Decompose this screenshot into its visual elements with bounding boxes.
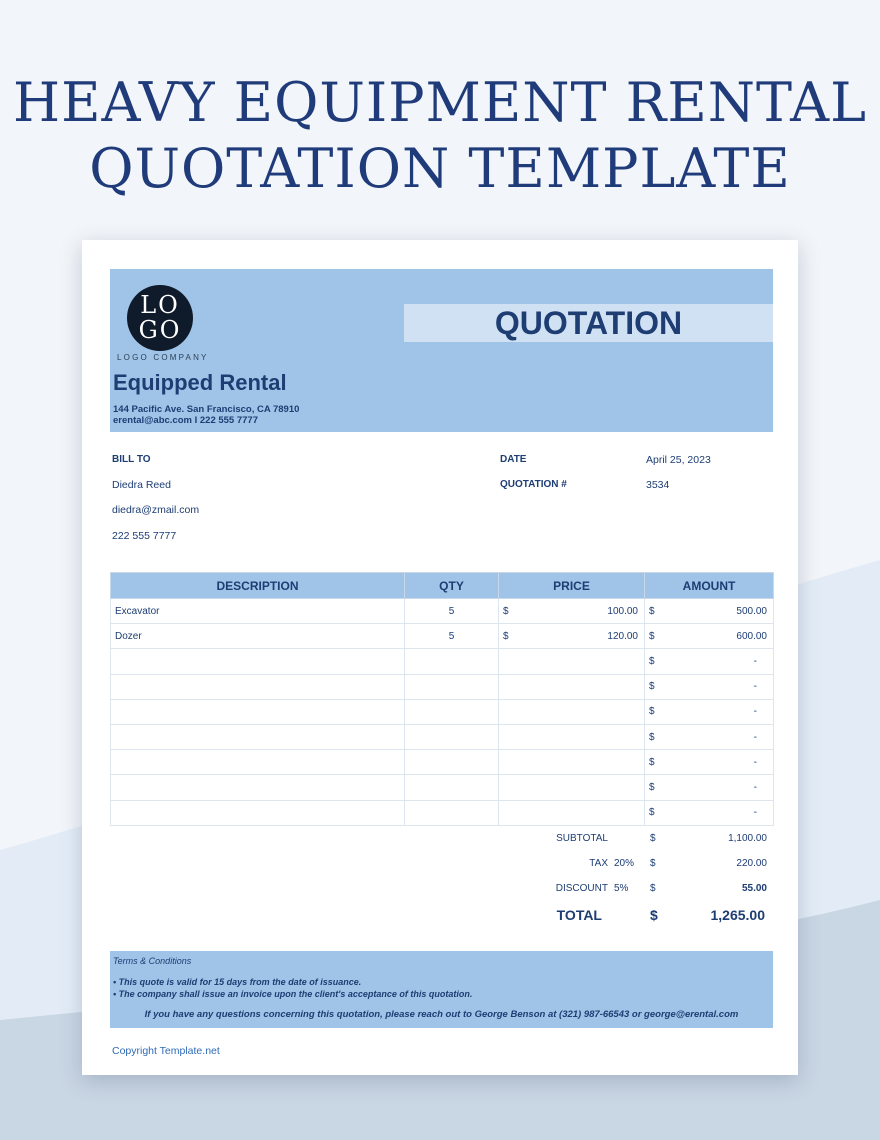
terms-band <box>110 951 773 1028</box>
header-qty: QTY <box>405 573 499 599</box>
table-row <box>111 599 774 624</box>
total-value: 1,265.00 <box>710 907 765 923</box>
terms-item: • The company shall issue an invoice upon the client's acceptance of this quotation. <box>113 988 473 999</box>
currency-symbol: $ <box>649 781 655 793</box>
terms-list <box>113 977 472 1000</box>
currency-symbol: $ <box>650 858 656 869</box>
logo-text-line2: GO <box>138 316 182 344</box>
row-description <box>111 750 405 775</box>
quotation-number-label: QUOTATION # <box>500 479 567 490</box>
row-amount <box>645 674 774 699</box>
quotation-sheet <box>82 240 798 1075</box>
row-description <box>111 674 405 699</box>
row-qty: 5 <box>405 599 499 624</box>
row-amount-value: - <box>753 655 757 667</box>
currency-symbol: $ <box>649 756 655 768</box>
document-title: QUOTATION <box>404 304 773 342</box>
row-price <box>499 624 645 649</box>
row-amount <box>645 624 774 649</box>
row-description: Excavator <box>111 599 405 624</box>
tax-rate: 20% <box>614 858 635 869</box>
row-price <box>499 800 645 825</box>
company-logo <box>127 285 193 351</box>
row-price-value: 100.00 <box>607 605 638 617</box>
terms-title: Terms & Conditions <box>113 956 192 966</box>
bill-to-email: diedra@zmail.com <box>112 504 200 516</box>
row-description <box>111 775 405 800</box>
subtotal-value: 1,100.00 <box>728 833 767 844</box>
copyright-text: Copyright Template.net <box>112 1045 220 1057</box>
items-table <box>110 572 774 826</box>
row-amount <box>645 699 774 724</box>
currency-symbol: $ <box>649 681 655 693</box>
header-description: DESCRIPTION <box>111 573 405 599</box>
row-amount-value: 600.00 <box>736 630 767 642</box>
row-amount-value: - <box>753 807 757 819</box>
terms-item: • This quote is valid for 15 days from the date of issuance. <box>113 977 362 987</box>
table-row <box>111 699 774 724</box>
logo-text-line1: LO <box>140 291 180 319</box>
company-contact: erental@abc.com I 222 555 7777 <box>113 415 258 426</box>
table-row <box>111 750 774 775</box>
row-price <box>499 649 645 674</box>
tax-value: 220.00 <box>736 858 767 869</box>
header-price: PRICE <box>499 573 645 599</box>
table-header-row <box>111 573 774 599</box>
row-price <box>499 674 645 699</box>
terms-contact: If you have any questions concerning this quotation, please reach out to George Benson at (321) 987-66543 or george@erental.com <box>144 1009 739 1020</box>
row-description <box>111 699 405 724</box>
bill-to-label: BILL TO <box>112 454 151 465</box>
date-label: DATE <box>500 454 527 465</box>
discount-label: DISCOUNT <box>555 883 608 894</box>
bill-to-phone: 222 555 7777 <box>112 530 177 542</box>
currency-symbol: $ <box>650 883 656 894</box>
currency-symbol: $ <box>650 907 658 923</box>
row-amount-value: - <box>753 706 757 718</box>
table-row <box>111 800 774 825</box>
row-qty <box>405 775 499 800</box>
row-amount <box>645 599 774 624</box>
row-amount <box>645 800 774 825</box>
row-qty <box>405 699 499 724</box>
currency-symbol: $ <box>649 605 655 617</box>
company-address-block <box>113 404 299 426</box>
row-description: Dozer <box>111 624 405 649</box>
currency-symbol: $ <box>649 807 655 819</box>
row-qty: 5 <box>405 624 499 649</box>
table-row <box>111 724 774 749</box>
row-qty <box>405 750 499 775</box>
hero-title-line1: HEAVY EQUIPMENT RENTAL <box>13 71 867 134</box>
date-value: April 25, 2023 <box>646 454 711 466</box>
currency-symbol: $ <box>650 833 656 844</box>
row-amount-value: - <box>753 731 757 743</box>
row-price <box>499 699 645 724</box>
row-price <box>499 599 645 624</box>
tax-label: TAX <box>589 858 608 869</box>
row-amount-value: - <box>753 781 757 793</box>
row-price <box>499 750 645 775</box>
discount-rate: 5% <box>614 883 629 894</box>
row-price <box>499 724 645 749</box>
logo-caption: LOGO COMPANY <box>117 353 209 362</box>
header-band <box>110 269 773 432</box>
row-qty <box>405 674 499 699</box>
company-address: 144 Pacific Ave. San Francisco, CA 78910 <box>113 404 300 415</box>
subtotal-label: SUBTOTAL <box>556 833 608 844</box>
bill-to-name: Diedra Reed <box>112 479 171 491</box>
row-amount <box>645 649 774 674</box>
row-amount <box>645 724 774 749</box>
row-qty <box>405 649 499 674</box>
company-name: Equipped Rental <box>113 370 287 395</box>
table-row <box>111 775 774 800</box>
currency-symbol: $ <box>649 731 655 743</box>
row-amount <box>645 750 774 775</box>
row-amount-value: - <box>753 756 757 768</box>
total-label: TOTAL <box>556 907 602 923</box>
row-qty <box>405 800 499 825</box>
row-price-value: 120.00 <box>607 630 638 642</box>
discount-value: 55.00 <box>741 883 767 894</box>
row-price <box>499 775 645 800</box>
row-amount <box>645 775 774 800</box>
currency-symbol: $ <box>503 605 509 617</box>
row-description <box>111 800 405 825</box>
header-amount: AMOUNT <box>645 573 774 599</box>
currency-symbol: $ <box>649 630 655 642</box>
row-description <box>111 649 405 674</box>
currency-symbol: $ <box>649 655 655 667</box>
hero-title <box>0 70 880 202</box>
currency-symbol: $ <box>503 630 509 642</box>
row-qty <box>405 724 499 749</box>
row-amount-value: 500.00 <box>736 605 767 617</box>
hero-title-line2: QUOTATION TEMPLATE <box>89 137 791 200</box>
quotation-number-value: 3534 <box>646 479 670 491</box>
table-row <box>111 624 774 649</box>
currency-symbol: $ <box>649 706 655 718</box>
table-row <box>111 649 774 674</box>
row-description <box>111 724 405 749</box>
row-amount-value: - <box>753 681 757 693</box>
table-row <box>111 674 774 699</box>
